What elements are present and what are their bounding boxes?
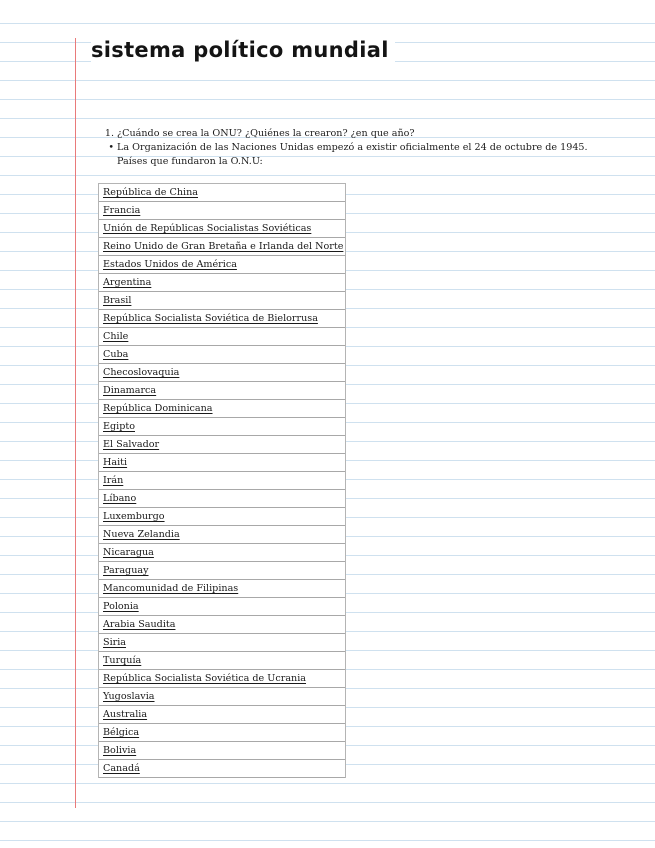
question-item xyxy=(104,127,617,141)
table-row xyxy=(99,184,345,202)
table-row xyxy=(99,436,345,454)
table-row xyxy=(99,400,345,418)
country-link[interactable]: Francia xyxy=(103,205,141,216)
country-link[interactable]: Estados Unidos de América xyxy=(103,259,237,270)
country-link[interactable]: República Dominicana xyxy=(103,403,213,414)
table-row xyxy=(99,346,345,364)
table-row xyxy=(99,220,345,238)
table-row xyxy=(99,724,345,742)
table-row xyxy=(99,580,345,598)
answer-item xyxy=(108,141,617,155)
table-row xyxy=(99,274,345,292)
country-link[interactable]: Luxemburgo xyxy=(103,511,165,522)
table-row xyxy=(99,652,345,670)
country-link[interactable]: Líbano xyxy=(103,493,137,504)
country-link[interactable]: Haiti xyxy=(103,457,128,468)
table-row xyxy=(99,418,345,436)
country-link[interactable]: Australia xyxy=(103,709,148,720)
country-link[interactable]: Nicaragua xyxy=(103,547,154,558)
founders-intro: Países que fundaron la O.N.U: xyxy=(117,156,263,167)
country-link[interactable]: Reino Unido de Gran Bretaña e Irlanda del Norte xyxy=(103,241,344,252)
country-link[interactable]: Dinamarca xyxy=(103,385,157,396)
country-link[interactable]: Cuba xyxy=(103,349,129,360)
table-row xyxy=(99,634,345,652)
table-row xyxy=(99,544,345,562)
country-link[interactable]: Brasil xyxy=(103,295,132,306)
table-row xyxy=(99,742,345,760)
table-row xyxy=(99,670,345,688)
table-row xyxy=(99,310,345,328)
table-row xyxy=(99,616,345,634)
table-row xyxy=(99,472,345,490)
country-link[interactable]: Bolivia xyxy=(103,745,137,756)
table-row xyxy=(99,760,345,778)
notebook-margin-line xyxy=(75,38,76,808)
page-title: sistema político mundial xyxy=(91,36,395,64)
country-link[interactable]: Polonia xyxy=(103,601,139,612)
founders-table xyxy=(98,183,346,778)
table-row xyxy=(99,454,345,472)
country-link[interactable]: Unión de Repúblicas Socialistas Soviéticas xyxy=(103,223,312,234)
country-link[interactable]: Turquía xyxy=(103,655,142,666)
country-link[interactable]: Mancomunidad de Filipinas xyxy=(103,583,239,594)
country-link[interactable]: Paraguay xyxy=(103,565,149,576)
country-link[interactable]: República Socialista Soviética de Ucrania xyxy=(103,673,307,684)
question-section xyxy=(104,127,617,169)
table-row xyxy=(99,562,345,580)
country-link[interactable]: Argentina xyxy=(103,277,152,288)
country-link[interactable]: Bélgica xyxy=(103,727,140,738)
question-text: ¿Cuándo se crea la ONU? ¿Quiénes la crearon? ¿en que año? xyxy=(117,128,415,139)
table-row xyxy=(99,508,345,526)
table-row xyxy=(99,382,345,400)
country-link[interactable]: El Salvador xyxy=(103,439,160,450)
table-row xyxy=(99,292,345,310)
table-row xyxy=(99,490,345,508)
country-link[interactable]: República Socialista Soviética de Bielorrusa xyxy=(103,313,318,324)
table-row xyxy=(99,688,345,706)
country-link[interactable]: República de China xyxy=(103,187,198,198)
country-link[interactable]: Egipto xyxy=(103,421,135,432)
table-row xyxy=(99,202,345,220)
bullet-icon: • xyxy=(108,142,114,153)
table-row xyxy=(99,238,345,256)
table-row xyxy=(99,328,345,346)
table-row xyxy=(99,364,345,382)
country-link[interactable]: Arabia Saudita xyxy=(103,619,176,630)
country-link[interactable]: Chile xyxy=(103,331,129,342)
question-number: 1. xyxy=(104,128,114,139)
table-row xyxy=(99,526,345,544)
country-link[interactable]: Siria xyxy=(103,637,127,648)
table-row xyxy=(99,256,345,274)
country-link[interactable]: Checoslovaquia xyxy=(103,367,180,378)
answer-text: La Organización de las Naciones Unidas empezó a existir oficialmente el 24 de octubre de 1945. xyxy=(117,142,588,153)
country-link[interactable]: Nueva Zelandia xyxy=(103,529,180,540)
table-row xyxy=(99,598,345,616)
country-link[interactable]: Irán xyxy=(103,475,124,486)
country-link[interactable]: Yugoslavia xyxy=(103,691,155,702)
country-link[interactable]: Canadá xyxy=(103,763,140,774)
table-row xyxy=(99,706,345,724)
